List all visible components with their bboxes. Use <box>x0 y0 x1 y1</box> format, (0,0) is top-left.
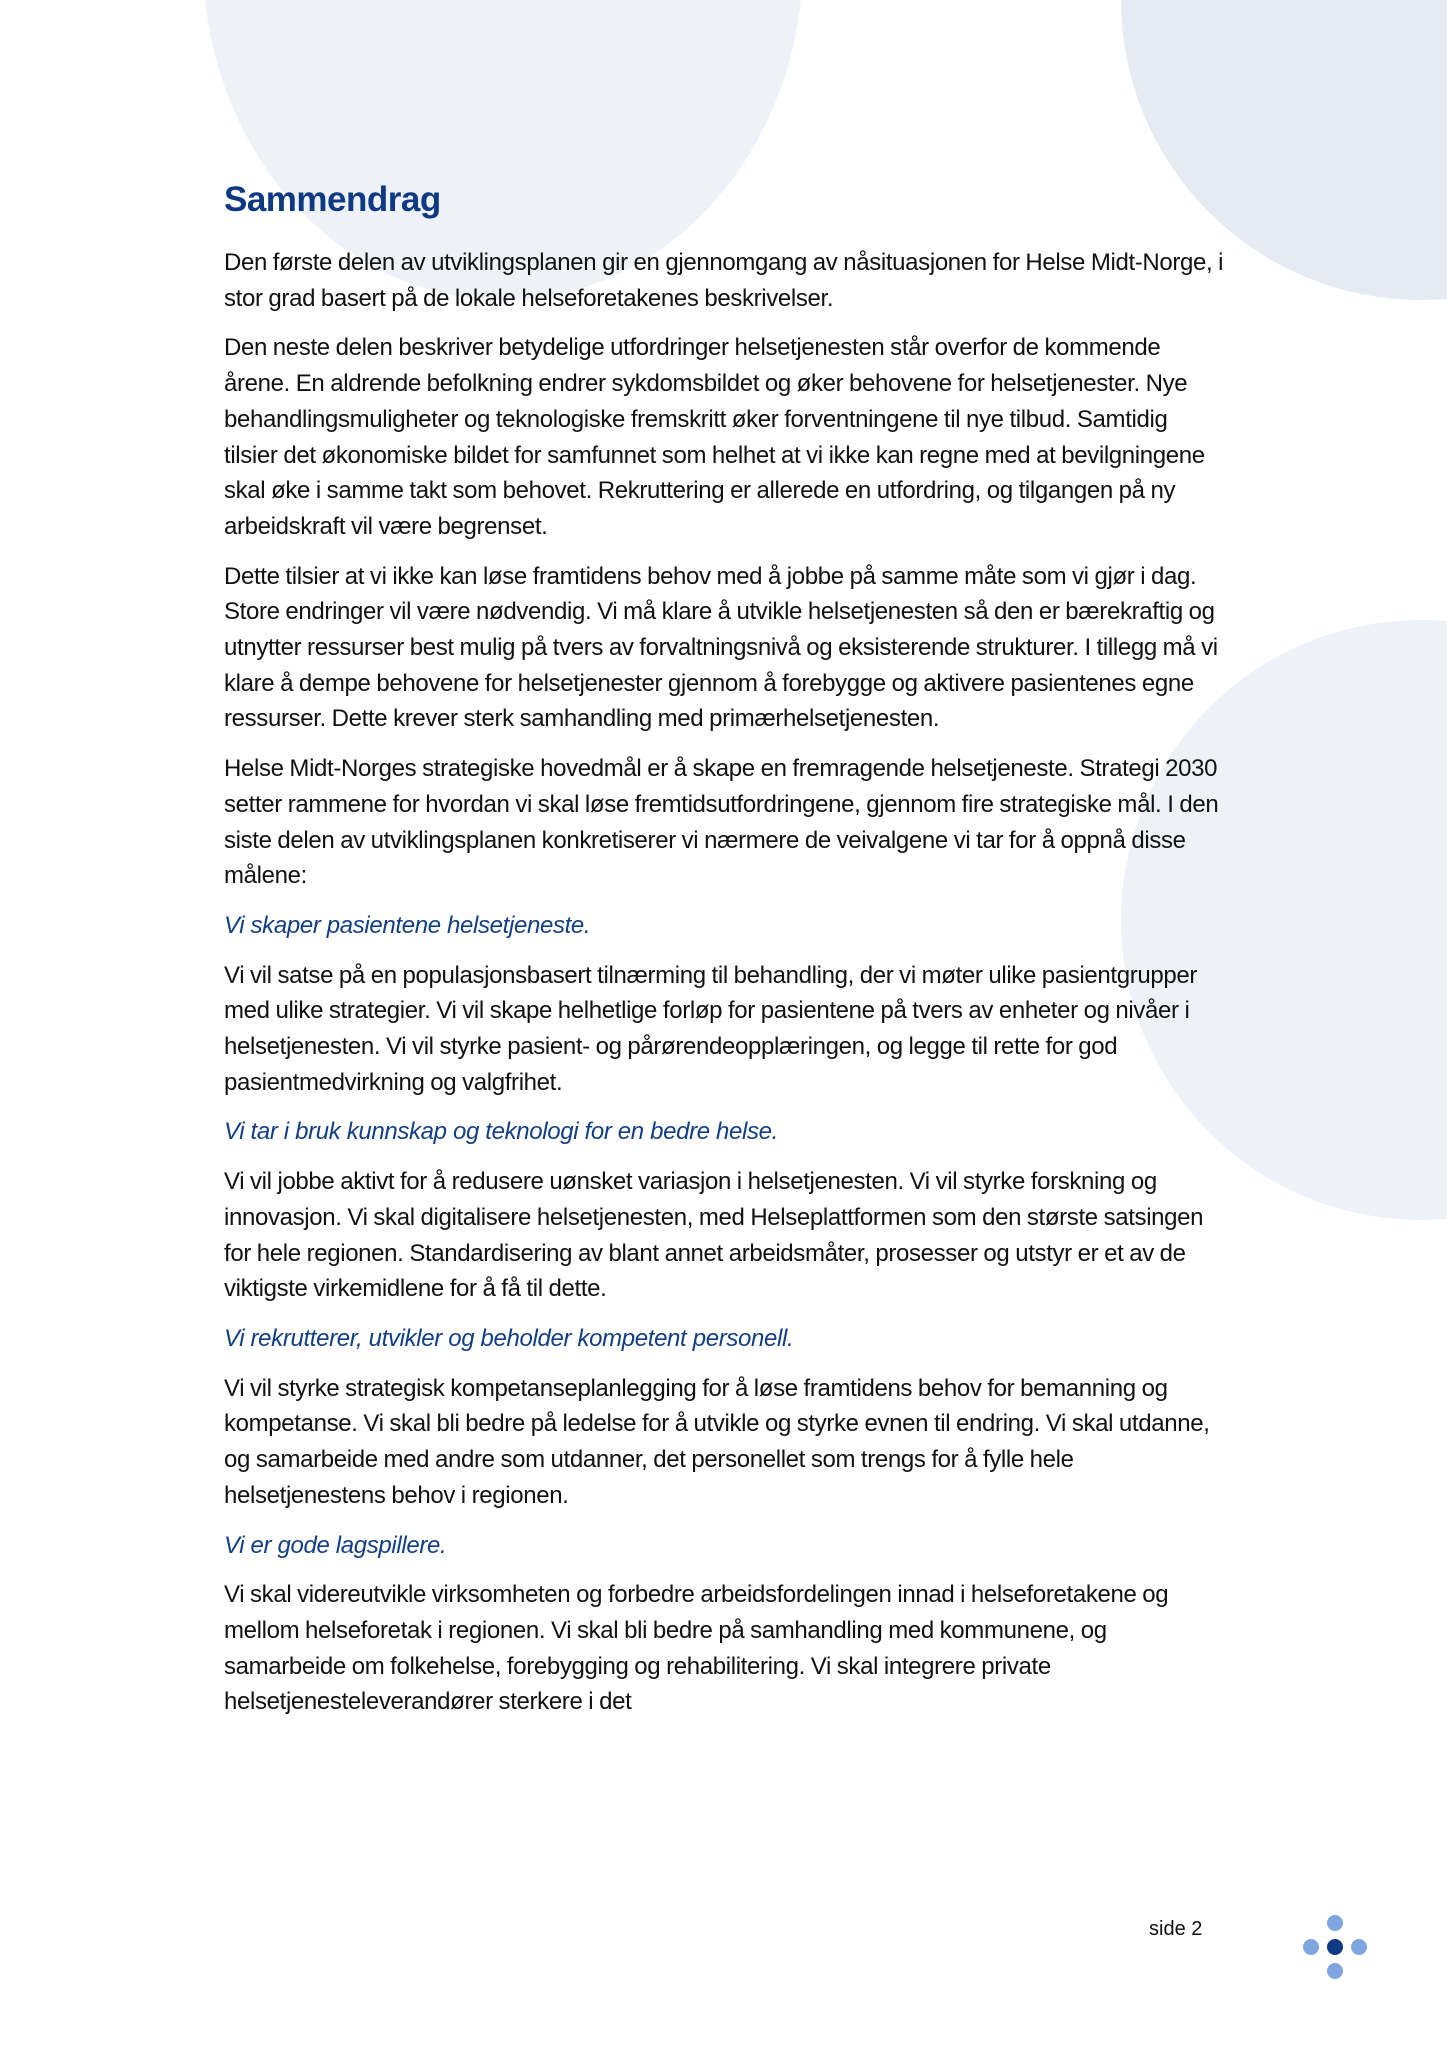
paragraph-goal-teamplayers: Vi skal videreutvikle virksomheten og forbedre arbeidsfordelingen innad i helseforetakene og mellom helseforetak i regionen. Vi skal bli bedre på samhandling med kommunene, og samarbeide om folkehelse, forebygging og rehabilitering. Vi skal integrere private helsetjenesteleverandører sterkere i det <box>224 1581 1169 1716</box>
document-body <box>224 170 1224 1734</box>
paragraph-intro: Den første delen av utviklingsplanen gir en gjennomgang av nåsituasjonen for Helse Midt-Norge, i stor grad basert på de lokale helseforetakenes beskrivelser. <box>224 249 1224 312</box>
dots-cross-logo-icon <box>1300 1912 1370 1982</box>
paragraph-change-needed: Dette tilsier at vi ikke kan løse framtidens behov med å jobbe på samme måte som vi gjør i dag. Store endringer vil være nødvendig. Vi må klare å utvikle helsetjenesten så den er bærekraftig og utnytter ressurser best mulig på tvers av forvaltningsnivå og eksisterende strukturer. I tillegg må vi klare å dempe behovene for helsetjenester gjennom å forebygge og aktivere pasientenes egne ressurser. Dette krever sterk samhandling med primærhelsetjenesten. <box>224 562 1218 733</box>
goal-heading-knowledge: Vi tar i bruk kunnskap og teknologi for en bedre helse. <box>224 1118 778 1146</box>
paragraph-goal-personnel: Vi vil styrke strategisk kompetanseplanlegging for å løse framtidens behov for bemanning og kompetanse. Vi skal bli bedre på ledelse for å utvikle og styrke evnen til endring. Vi skal utdanne, og samarbeide med andre som utdanner, det personellet som trengs for å fylle hele helsetjenestens behov i regionen. <box>224 1374 1210 1509</box>
page-number: side 2 <box>1149 1918 1203 1940</box>
logo-dot-bottom <box>1327 1963 1343 1979</box>
paragraph-goal-knowledge: Vi vil jobbe aktivt for å redusere uønsket variasjon i helsetjenesten. Vi vil styrke forskning og innovasjon. Vi skal digitalisere helsetjenesten, med Helseplattformen som den største satsingen for hele regionen. Standardisering av blant annet arbeidsmåter, prosesser og utstyr er et av de viktigste virkemidlene for å få til dette. <box>224 1168 1204 1303</box>
logo-dot-left <box>1303 1939 1319 1955</box>
page-title: Sammendrag <box>224 180 441 219</box>
goal-heading-teamplayers: Vi er gode lagspillere. <box>224 1531 447 1559</box>
paragraph-strategy: Helse Midt-Norges strategiske hovedmål er å skape en fremragende helsetjeneste. Strategi 2030 setter rammene for hvordan vi skal løse fremtidsutfordringene, gjennom fire strategiske mål. I den siste delen av utviklingsplanen konkretiserer vi nærmere de veivalgene vi tar for å oppnå disse målene: <box>224 755 1219 890</box>
logo-dot-top <box>1327 1915 1343 1931</box>
logo-dot-right <box>1351 1939 1367 1955</box>
logo-dot-center <box>1327 1939 1343 1955</box>
goal-heading-patients: Vi skaper pasientene helsetjeneste. <box>224 911 591 939</box>
goal-heading-personnel: Vi rekrutterer, utvikler og beholder kompetent personell. <box>224 1324 794 1352</box>
paragraph-goal-patients: Vi vil satse på en populasjonsbasert tilnærming til behandling, der vi møter ulike pasientgrupper med ulike strategier. Vi vil skape helhetlige forløp for pasientene på tvers av enheter og nivåer i helsetjenesten. Vi vil styrke pasient- og pårørendeopplæringen, og legge til rette for god pasientmedvirkning og valgfrihet. <box>224 961 1197 1096</box>
paragraph-challenges: Den neste delen beskriver betydelige utfordringer helsetjenesten står overfor de kommende årene. En aldrende befolkning endrer sykdomsbildet og øker behovene for helsetjenester. Nye behandlingsmuligheter og teknologiske fremskritt øker forventningene til nye tilbud. Samtidig tilsier det økonomiske bildet for samfunnet som helhet at vi ikke kan regne med at bevilgningene skal øke i samme takt som behovet. Rekruttering er allerede en utfordring, og tilgangen på ny arbeidskraft vil være begrenset. <box>224 334 1205 540</box>
